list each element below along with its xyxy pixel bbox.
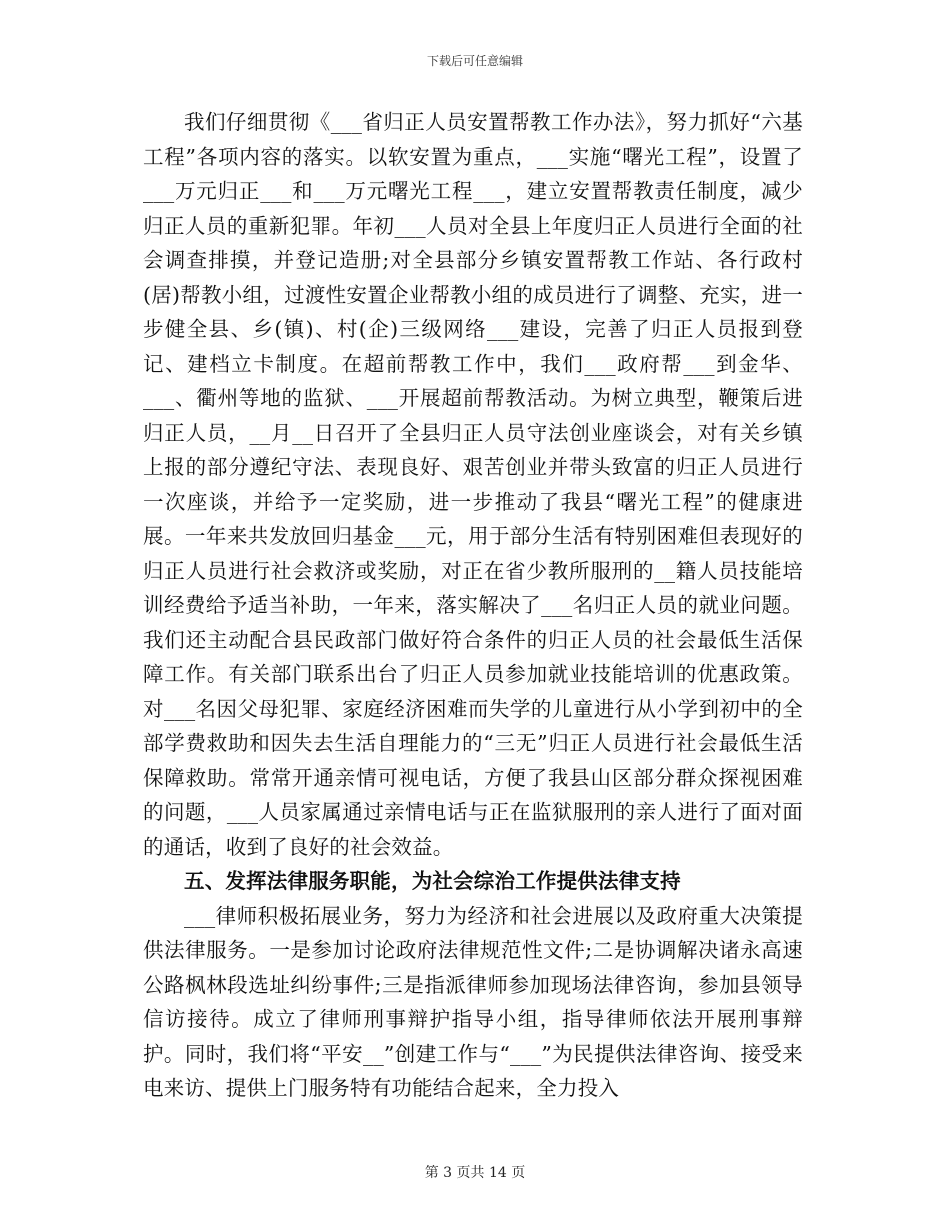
section-heading: 五、发挥法律服务职能，为社会综治工作提供法律支持 (184, 869, 681, 893)
body-paragraph: ___律师积极拓展业务，努力为经济和社会进展以及政府重大决策提供法律服务。一是参加讨论政府法律规范性文件;二是协调解决诸永高速公路枫林段选址纠纷事件;三是指派律师参加现场法律咨询，参加县领导信访接待。成立了律师刑事辩护指导小组，指导律师依法开展刑事辩护。同时，我们将“平安__”创建工作与“___”为民提供法律咨询、接受来电来访、提供上门服务特有功能结合起来，全力投入 (143, 903, 803, 1100)
page-header: 下载后可任意编辑 (426, 54, 523, 68)
body-paragraph: 我们仔细贯彻《___省归正人员安置帮教工作办法》，努力抓好“六基工程”各项内容的落实。以软安置为重点，___实施“曙光工程”，设置了___万元归正___和___万元曙光工程___，建立安置帮教责任制度，减少归正人员的重新犯罪。年初___人员对全县上年度归正人员进行全面的社会调查排摸，并登记造册;对全县部分乡镇安置帮教工作站、各行政村(居)帮教小组，过渡性安置企业帮教小组的成员进行了调整、充实，进一步健全县、乡(镇)、村(企)三级网络___建设，完善了归正人员报到登记、建档立卡制度。在超前帮教工作中，我们___政府帮___到金华、___、衢州等地的监狱、___开展超前帮教活动。为树立典型，鞭策后进归正人员，__月__日召开了全县归正人员守法创业座谈会，对有关乡镇上报的部分遵纪守法、表现良好、艰苦创业并带头致富的归正人员进行一次座谈，并给予一定奖励，进一步推动了我县“曙光工程”的健康进展。一年来共发放回归基金___元，用于部分生活有特别困难但表现好的归正人员进行社会救济或奖励，对正在省少教所服刑的__籍人员技能培训经费给予适当补助，一年来，落实解决了___名归正人员的就业问题。我们还主动配合县民政部门做好符合条件的归正人员的社会最低生活保障工作。有关部门联系出台了归正人员参加就业技能培训的优惠政策。对___名因父母犯罪、家庭经济困难而失学的儿童进行从小学到初中的全部学费救助和因失去生活自理能力的“三无”归正人员进行社会最低生活保障救助。常常开通亲情可视电话，方便了我县山区部分群众探视困难的问题，___人员家属通过亲情电话与正在监狱服刑的亲人进行了面对面的通话，收到了良好的社会效益。 (143, 110, 803, 859)
document-body (143, 105, 803, 1106)
page-number: 第 3 页共 14 页 (424, 1165, 526, 1181)
